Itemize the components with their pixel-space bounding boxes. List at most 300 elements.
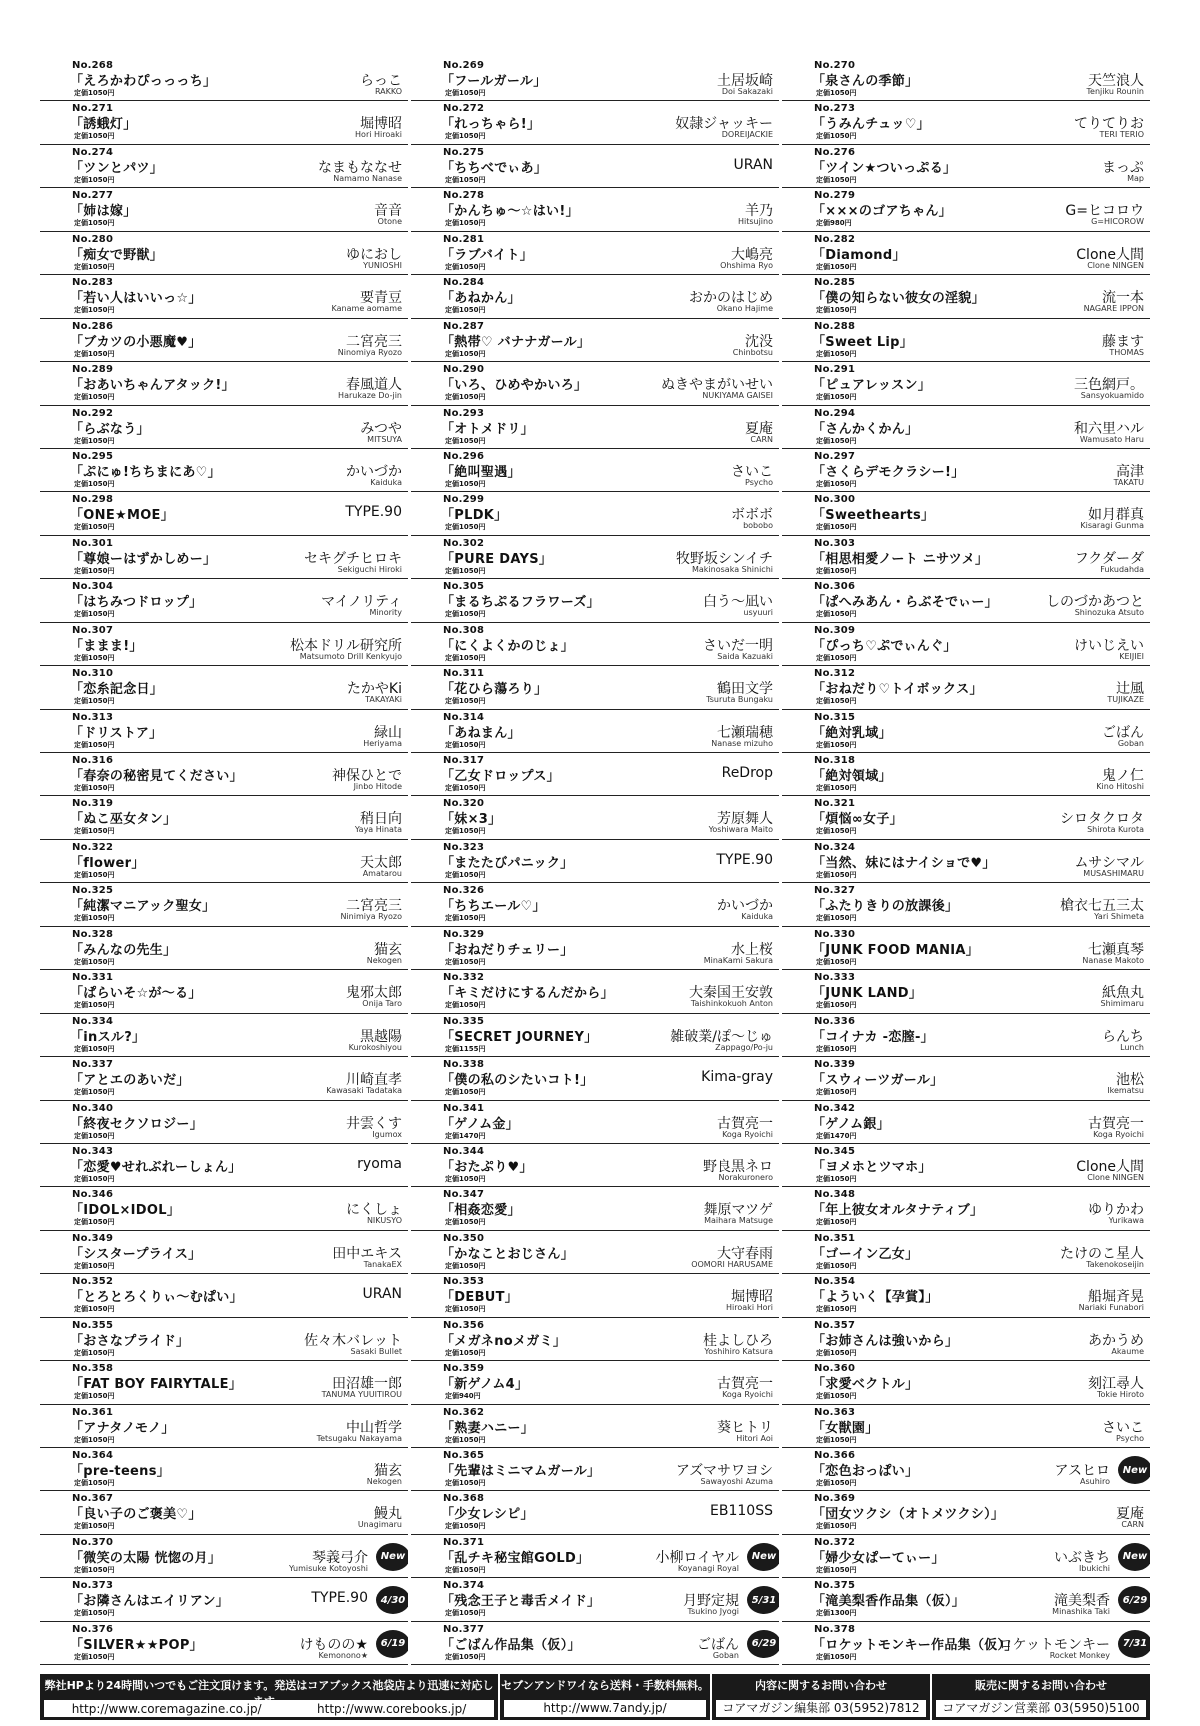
catalog-entry [411,145,779,188]
catalog-entry [40,796,408,839]
author-name: 夏庵 [1116,1506,1144,1523]
book-title: 「相思相愛ノート ニサツメ」 [812,551,989,567]
author-name: 鬼ノ仁 [1102,768,1144,784]
volume-number: No.278 [443,190,485,202]
book-price: 定価1050円 [445,697,486,706]
catalog-entry [40,1101,408,1144]
book-title: 「アナタノモノ」 [70,1420,175,1436]
book-title: 「inスル?」 [70,1029,146,1045]
book-title: 「熟妻ハニー」 [441,1420,535,1436]
author-name: 槍衣七五三太 [1060,898,1144,915]
content-inquiry-box [712,1674,930,1720]
book-price: 定価1050円 [74,1348,115,1357]
book-title: 「微笑の太陽 恍惚の月」 [70,1550,222,1566]
author-romaji: Kisaragi Gunma [1080,521,1144,531]
volume-number: No.366 [814,1450,856,1461]
top-margin [0,0,1200,58]
book-title: 「あねかん」 [441,291,521,307]
catalog-entry [40,883,408,926]
author-romaji: RAKKO [374,87,402,96]
book-price: 定価1050円 [816,653,857,662]
volume-number: No.301 [72,537,114,549]
catalog-entry [40,145,408,188]
book-title: 「メガネnoメガミ」 [441,1333,567,1349]
catalog-entry [782,1535,1150,1578]
volume-number: No.318 [814,755,856,766]
sales-inquiry-phone: コアマガジン営業部 03(5950)5100 [936,1700,1146,1717]
author-romaji: Igumox [372,1129,402,1139]
author-romaji: Namamo Nanase [333,173,402,183]
catalog-entry [411,970,779,1013]
author-name: Kima-gray [701,1069,773,1086]
volume-number: No.273 [814,103,856,115]
volume-number: No.370 [72,1536,114,1548]
author-name: なまもななせ [318,159,402,176]
author-romaji: Yari Shimeta [1094,912,1144,922]
author-name: EB110SS [710,1503,773,1520]
author-name: 堀博昭 [360,116,402,133]
book-title: 「PLDK」 [441,508,508,524]
order-info-box [40,1674,498,1720]
author-romaji: Goban [1117,738,1144,748]
author-romaji: Sekiguchi Hiroki [337,564,402,574]
book-price: 定価1050円 [74,1218,115,1227]
book-price: 定価1050円 [445,1565,486,1574]
catalog-entry [411,1622,779,1665]
book-price: 定価1050円 [445,219,486,228]
volume-number: No.270 [814,60,856,71]
book-price: 定価1050円 [74,1565,115,1574]
book-title: 「SECRET JOURNEY」 [441,1029,598,1045]
author-romaji: Shinozuka Atsuto [1074,608,1144,618]
book-price: 定価1050円 [74,219,115,228]
corebooks-link[interactable]: http://www.corebooks.jp/ [317,1701,467,1716]
author-name: 三色網戸。 [1074,377,1144,394]
book-price: 定価1050円 [816,914,857,923]
catalog-entry [40,1535,408,1578]
catalog-entry [782,449,1150,492]
author-name: 土居坂崎 [717,73,773,89]
catalog-entry [782,275,1150,318]
volume-number: No.286 [72,320,114,332]
author-romaji: Okano Hajime [716,304,773,314]
catalog-entry [411,406,779,449]
seven-andy-link[interactable]: http://www.7andy.jp/ [504,1700,706,1717]
volume-number: No.309 [814,624,856,636]
book-title: 「かんちゅ〜☆はい!」 [441,204,579,220]
catalog-entry [782,623,1150,666]
book-price: 定価1050円 [816,1479,857,1487]
volume-number: No.340 [72,1102,114,1114]
book-title: 「妹×3」 [441,812,502,828]
catalog-entry [40,319,408,362]
book-title: 「フールガール」 [441,74,547,89]
author-name: 黒越陽 [360,1028,402,1045]
catalog-entry [411,1274,779,1317]
book-title: 「絶対乳域」 [812,725,892,741]
book-price: 定価1050円 [74,89,115,97]
catalog-entry [40,1187,408,1230]
catalog-entry [411,710,779,753]
book-title: 「FAT BOY FAIRYTALE」 [70,1377,243,1393]
catalog-entry [782,1578,1150,1621]
book-price: 定価1050円 [816,1174,857,1183]
catalog-entry [411,1318,779,1361]
catalog-entry [782,1448,1150,1491]
volume-number: No.317 [443,755,485,766]
book-price: 定価1050円 [816,1522,857,1531]
catalog-entry [782,1014,1150,1057]
book-price: 定価1050円 [74,1044,115,1053]
author-name: 葵ヒトリ [717,1419,773,1436]
author-romaji: Ninomiya Ryozo [337,347,402,357]
book-title: 「flower」 [70,855,145,871]
author-romaji: DOREIJACKIE [721,130,773,140]
volume-number: No.356 [443,1319,485,1331]
author-name: らんち [1102,1028,1144,1045]
book-price: 定価1050円 [74,1609,115,1618]
author-name: TYPE.90 [716,851,773,868]
volume-number: No.339 [814,1059,856,1071]
release-date-badge: 5/31 [747,1586,779,1614]
catalog-entry [411,927,779,970]
release-date-badge: 6/19 [376,1630,408,1658]
catalog-column-2 [411,58,779,1672]
author-name: 松本ドリル研究所 [290,637,402,654]
volume-number: No.306 [814,581,856,593]
catalog-entry [782,1057,1150,1100]
book-price: 定価1050円 [74,1088,115,1097]
author-name: 中山哲学 [346,1419,402,1436]
catalog-entry [782,232,1150,275]
volume-number: No.300 [814,494,856,506]
author-name: ロケットモンキー [998,1636,1110,1653]
volume-number: No.315 [814,711,856,723]
volume-number: No.355 [72,1319,114,1331]
new-badge: New [1118,1456,1150,1484]
volume-number: No.344 [443,1145,485,1157]
author-romaji: Unagimaru [357,1520,402,1530]
book-price: 定価1050円 [816,827,857,836]
volume-number: No.378 [814,1623,856,1635]
book-title: 「JUNK LAND」 [812,986,923,1002]
author-romaji: NUKIYAMA GAISEI [702,391,773,401]
author-name: 猫玄 [374,941,402,958]
book-title: 「乙女ドロップス」 [441,769,560,784]
seven-andy-heading: セブンアンドワイなら送料・手数料無料。 [501,1679,709,1692]
author-romaji: CARN [750,434,773,444]
volume-number: No.293 [443,407,485,419]
author-romaji: Chinbotsu [732,347,773,357]
author-name: ごばん [697,1636,739,1653]
catalog-entry [411,362,779,405]
book-title: 「ヨメホとツマホ」 [812,1159,932,1175]
book-price: 定価1050円 [816,436,857,445]
author-romaji: Map [1127,173,1144,183]
book-price: 定価1050円 [445,175,486,184]
volume-number: No.353 [443,1276,485,1288]
author-romaji: Ninimiya Ryozo [340,912,402,922]
catalog-entry [782,101,1150,144]
author-name: ボボボ [731,507,773,524]
book-price: 定価1050円 [816,349,857,358]
catalog-entry [782,319,1150,362]
catalog-entry [40,449,408,492]
book-price: 定価1050円 [74,1392,115,1401]
catalog-entry [782,188,1150,231]
volume-number: No.313 [72,711,114,723]
volume-number: No.287 [443,320,485,332]
book-price: 定価1050円 [816,479,857,488]
book-price: 定価1050円 [74,827,115,836]
author-name: 羊乃 [745,203,773,220]
book-price: 定価1050円 [445,1261,486,1270]
book-title: 「えろかわぴっっっち」 [70,74,217,89]
author-name: 稍日向 [360,811,402,828]
author-name: ぬきやまがいせい [661,377,773,394]
author-romaji: Sasaki Bullet [350,1346,402,1356]
author-name: おかのはじめ [689,290,773,307]
catalog-entry [782,883,1150,926]
book-title: 「おあいちゃんアタック!」 [70,378,235,394]
book-title: 「泉さんの季節」 [812,74,919,89]
author-name: 佐々木バレット [304,1332,402,1349]
author-name: シロタクロタ [1060,811,1144,828]
volume-number: No.272 [443,103,485,115]
author-name: 天太郎 [360,854,402,871]
author-romaji: Nekogen [366,1477,402,1486]
book-title: 「さくらデモクラシー!」 [812,464,965,480]
author-name: 芳原舞人 [717,811,773,828]
book-title: 「ツイン★ついっぷる」 [812,160,957,176]
book-price: 定価1050円 [445,89,486,97]
author-romaji: Akaume [1111,1346,1144,1356]
book-price: 定価1050円 [74,479,115,488]
author-name: 白う〜凪い [703,594,773,611]
volume-number: No.280 [72,233,114,245]
book-price: 定価1050円 [74,784,115,792]
catalog-entry [411,232,779,275]
book-title: 「残念王子と毒舌メイド」 [441,1594,601,1610]
author-name: 雑破業/ぽ〜じゅ [670,1028,773,1045]
author-romaji: Taishinkokuoh Anton [690,999,773,1009]
author-romaji: Kawasaki Tadataka [326,1086,402,1096]
catalog-entry [40,840,408,883]
volume-number: No.330 [814,928,856,940]
volume-number: No.332 [443,972,485,984]
catalog-entry [411,1405,779,1448]
catalog-entry [411,796,779,839]
book-price: 定価1050円 [74,740,115,749]
catalog-entry [40,188,408,231]
book-price: 定価1050円 [74,697,115,706]
book-price: 定価1050円 [74,1479,115,1487]
author-name: 井雲くす [346,1115,402,1132]
author-name: さいこ [731,463,773,480]
catalog-entry [411,492,779,535]
author-name: 池松 [1116,1072,1144,1089]
catalog-entry [411,579,779,622]
book-price: 定価1050円 [74,1305,115,1314]
volume-number: No.365 [443,1450,485,1461]
author-romaji: Koga Ryoichi [722,1390,773,1400]
author-romaji: Lunch [1120,1042,1144,1052]
book-price: 定価1050円 [816,132,857,141]
author-romaji: Heriyama [363,738,402,748]
volume-number: No.285 [814,277,856,289]
author-romaji: Shirota Kurota [1087,825,1144,835]
book-price: 定価1050円 [816,697,857,706]
volume-number: No.367 [72,1493,114,1505]
order-info-heading: 弊社HPより24時間いつでもご注文頂けます。発送はコアブックス池袋店より迅速に対応し [44,1679,494,1692]
author-name: 奴隷ジャッキー [675,116,773,133]
author-romaji: TERI TERIO [1099,130,1144,140]
author-romaji: OOMORI HARUSAME [691,1259,773,1269]
new-badge: New [376,1543,408,1571]
volume-number: No.327 [814,885,856,897]
book-title: 「求愛ベクトル」 [812,1377,919,1393]
author-romaji: Koga Ryoichi [1093,1129,1144,1139]
author-name: 紙魚丸 [1102,985,1144,1002]
book-title: 「みんなの先生」 [70,942,177,958]
book-price: 定価1050円 [445,784,486,792]
author-name: さいだ一明 [703,637,773,654]
author-romaji: Tetsugaku Nakayama [316,1433,402,1443]
coremagazine-link[interactable]: http://www.coremagazine.co.jp/ [71,1701,262,1716]
book-price: 定価1050円 [74,393,115,402]
volume-number: No.298 [72,494,114,506]
author-romaji: Kurokoshiyou [348,1042,402,1052]
book-title: 「ゴーイン乙女」 [812,1246,919,1262]
book-title: 「らぶなう」 [70,421,150,437]
author-romaji: Ohshima Ryo [720,260,773,270]
author-name: 神保ひとで [332,768,402,784]
book-title: 「ONE★MOE」 [70,508,175,524]
volume-number: No.289 [72,364,114,376]
author-name: セキグチヒロキ [304,550,402,567]
book-title: 「僕の知らない彼女の淫貌」 [812,291,985,307]
author-romaji: Doi Sakazaki [721,87,773,96]
author-romaji: Koga Ryoichi [722,1129,773,1139]
book-price: 定価1050円 [445,1522,486,1531]
book-price: 定価1050円 [816,566,857,575]
author-name: URAN [362,1286,402,1303]
book-price: 定価1050円 [816,262,857,271]
book-price: 定価1050円 [445,1218,486,1227]
book-price: 定価1050円 [816,610,857,619]
volume-number: No.295 [72,450,114,462]
author-name: まっぷ [1102,159,1144,176]
book-title: 「おたぷり♥」 [441,1159,533,1175]
author-romaji: TAKAYAKi [365,695,402,705]
book-title: 「スウィーツガール」 [812,1073,944,1089]
volume-number: No.302 [443,537,485,549]
book-price: 定価1050円 [445,610,486,619]
volume-number: No.374 [443,1580,485,1592]
author-name: マイノリティ [321,594,402,611]
catalog-entry [40,579,408,622]
author-romaji: MinaKami Sakura [703,955,773,965]
author-name: 琴義弓介 [312,1549,368,1566]
book-price: 定価1300円 [816,1609,857,1618]
volume-number: No.310 [72,668,114,680]
author-name: 二宮亮三 [346,333,402,350]
book-title: 「Sweet Lip」 [812,334,914,350]
volume-number: No.352 [72,1276,114,1288]
author-name: たけのこ星人 [1060,1245,1144,1262]
book-title: 「にくよくかのじょ」 [441,638,575,654]
catalog-entry [40,1578,408,1621]
book-title: 「ピュアレッスン」 [812,378,932,394]
new-badge: New [747,1543,779,1571]
author-name: 音音 [374,203,402,220]
author-romaji: Sawayoshi Azuma [700,1477,773,1486]
catalog-entry [782,1622,1150,1665]
book-title: 「オトメドリ」 [441,421,534,437]
volume-number: No.338 [443,1059,485,1071]
author-romaji: Matsumoto Drill Kenkyujo [299,651,402,661]
new-badge: New [1118,1543,1150,1571]
catalog-entry [40,58,408,101]
author-romaji: Nanase mizuho [711,738,773,748]
volume-number: No.347 [443,1189,485,1201]
catalog-entry [40,1231,408,1274]
volume-number: No.312 [814,668,856,680]
catalog-entry [782,579,1150,622]
volume-number: No.326 [443,885,485,897]
author-romaji: Yoshihiro Katsura [704,1346,773,1356]
book-price: 定価1050円 [74,566,115,575]
book-title: 「Sweethearts」 [812,508,935,524]
author-name: けいじえい [1074,637,1144,654]
book-title: 「PURE DAYS」 [441,551,553,567]
author-name: URAN [733,156,773,173]
content-inquiry-heading: 内容に関するお問い合わせ [755,1679,887,1692]
author-name: 野良黒ネロ [703,1158,773,1175]
catalog-entry [782,840,1150,883]
volume-number: No.308 [443,624,485,636]
catalog-entry [40,970,408,1013]
book-price: 定価1050円 [816,89,857,97]
author-name: さいこ [1102,1419,1144,1436]
book-title: 「おねだり♡トイボックス」 [812,682,983,698]
book-title: 「純潔マニアック聖女」 [70,899,216,915]
author-romaji: Goban [712,1650,739,1660]
volume-number: No.328 [72,928,114,940]
book-title: 「まるちぷるフラワーズ」 [441,595,600,611]
catalog-entry [40,275,408,318]
volume-number: No.323 [443,841,485,853]
catalog-entry [782,753,1150,796]
author-romaji: Sansyokuamido [1080,391,1144,401]
author-name: かいづか [717,898,773,915]
book-price: 定価1050円 [74,132,115,141]
book-title: 「JUNK FOOD MANIA」 [812,942,980,958]
catalog-entry [40,623,408,666]
author-name: 高津 [1116,463,1144,480]
catalog-entry [40,1144,408,1187]
book-title: 「終夜セクソロジー」 [70,1116,204,1132]
volume-number: No.363 [814,1406,856,1418]
book-title: 「またたびパニック」 [441,855,574,871]
book-title: 「ぱらいそ☆が〜る」 [70,986,202,1002]
author-name: ryoma [357,1155,402,1172]
author-romaji: Norakuronero [718,1172,773,1182]
book-price: 定価1050円 [445,1088,486,1097]
author-romaji: TANUMA YUUITIROU [321,1390,402,1400]
volume-number: No.296 [443,450,485,462]
book-price: 定価1050円 [445,914,486,923]
